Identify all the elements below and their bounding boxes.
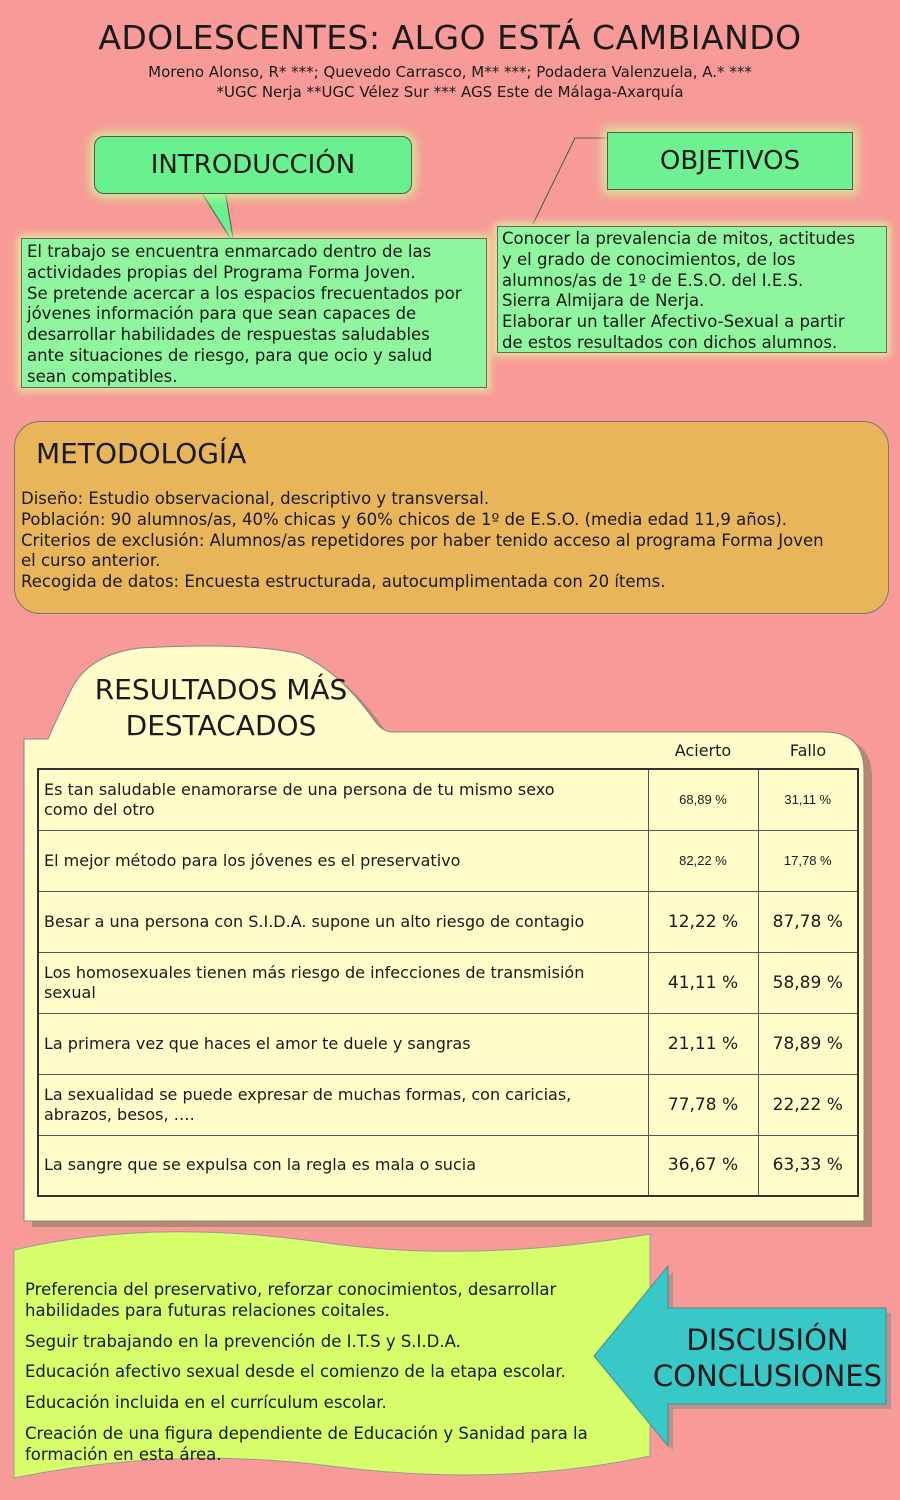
- results-table: [37, 768, 859, 1197]
- text-line: ante situaciones de riesgo, para que ocio y salud: [27, 345, 433, 365]
- text-line: Diseño: Estudio observacional, descriptivo y transversal.: [21, 489, 490, 508]
- acierto-cell: 12,22 %: [648, 891, 758, 952]
- text-line: alumnos/as de 1º de E.S.O. del I.E.S.: [502, 270, 804, 290]
- table-row: [38, 891, 858, 952]
- fallo-cell: 22,22 %: [758, 1074, 858, 1135]
- acierto-cell: 41,11 %: [648, 952, 758, 1013]
- table-row: [38, 769, 858, 830]
- metodologia-label: METODOLOGÍA: [36, 437, 247, 470]
- text-line: Se pretende acercar a los espacios frecuentados por: [27, 283, 462, 303]
- text-line: Elaborar un taller Afectivo-Sexual a partir: [502, 312, 845, 332]
- text-line: sean compatibles.: [27, 366, 178, 386]
- question-cell: Los homosexuales tienen más riesgo de infecciones de transmisión sexual: [38, 952, 648, 1013]
- text-line: y el grado de conocimientos, de los: [502, 249, 796, 269]
- objetivos-label: OBJETIVOS: [607, 132, 853, 190]
- question-cell: Besar a una persona con S.I.D.A. supone un alto riesgo de contagio: [38, 891, 648, 952]
- column-header-acierto: Acierto: [674, 741, 732, 760]
- metodologia-text: [21, 489, 886, 593]
- authors-line: Moreno Alonso, R* ***; Quevedo Carrasco, M** ***; Podadera Valenzuela, A.* ***: [148, 63, 752, 81]
- acierto-cell: 21,11 %: [648, 1013, 758, 1074]
- conclusion-item: Educación incluida en el currículum escolar.: [25, 1393, 387, 1413]
- column-header-fallo: Fallo: [789, 741, 827, 760]
- introduccion-label: INTRODUCCIÓN: [94, 136, 412, 194]
- fallo-cell: 17,78 %: [758, 830, 858, 891]
- acierto-cell: 77,78 %: [648, 1074, 758, 1135]
- text-line: actividades propias del Programa Forma Joven.: [27, 262, 416, 282]
- title-line: RESULTADOS MÁS: [94, 673, 348, 706]
- question-cell: El mejor método para los jóvenes es el preservativo: [38, 830, 648, 891]
- label-line: CONCLUSIONES: [652, 1359, 883, 1393]
- objetivos-text: [497, 226, 887, 353]
- conclusion-item: Creación de una figura dependiente de Educación y Sanidad para la formación en esta área.: [25, 1423, 588, 1464]
- text-line: Sierra Almijara de Nerja.: [502, 291, 705, 311]
- text-line: jóvenes información para que sean capaces de: [27, 304, 417, 324]
- table-row: [38, 1013, 858, 1074]
- table-row: [38, 830, 858, 891]
- fallo-cell: 63,33 %: [758, 1135, 858, 1196]
- intro-callout-tail: [200, 190, 234, 244]
- acierto-cell: 68,89 %: [648, 769, 758, 830]
- text-line: Recogida de datos: Encuesta estructurada, autocumplimentada con 20 ítems.: [21, 572, 666, 592]
- conclusion-item: Educación afectivo sexual desde el comienzo de la etapa escolar.: [25, 1362, 566, 1382]
- resultados-title: [66, 672, 376, 744]
- text-line: Conocer la prevalencia de mitos, actitudes: [502, 229, 856, 248]
- discusion-text: [25, 1280, 625, 1476]
- question-cell: La sangre que se expulsa con la regla es mala o sucia: [38, 1135, 648, 1196]
- fallo-cell: 31,11 %: [758, 769, 858, 830]
- table-row: [38, 952, 858, 1013]
- text-line: Población: 90 alumnos/as, 40% chicas y 60% chicos de 1º de E.S.O. (media edad 11,9 años).: [21, 509, 788, 529]
- acierto-cell: 36,67 %: [648, 1135, 758, 1196]
- label-line: DISCUSIÓN: [686, 1323, 849, 1357]
- question-cell: La primera vez que haces el amor te duele y sangras: [38, 1013, 648, 1074]
- text-line: El trabajo se encuentra enmarcado dentro de las: [27, 242, 432, 261]
- table-row: [38, 1074, 858, 1135]
- text-line: Criterios de exclusión: Alumnos/as repetidores por haber tenido acceso al programa Forma Joven: [21, 530, 824, 550]
- discusion-label: [640, 1322, 895, 1394]
- conclusion-item: Seguir trabajando en la prevención de I.T.S y S.I.D.A.: [25, 1331, 461, 1351]
- fallo-cell: 58,89 %: [758, 952, 858, 1013]
- introduccion-text: [21, 238, 487, 388]
- acierto-cell: 82,22 %: [648, 830, 758, 891]
- affiliations-line: *UGC Nerja **UGC Vélez Sur *** AGS Este de Málaga-Axarquía: [216, 83, 684, 101]
- text-line: de estos resultados con dichos alumnos.: [502, 332, 838, 352]
- conclusion-item: Preferencia del preservativo, reforzar conocimientos, desarrollar habilidades para futuras relaciones coitales.: [25, 1280, 557, 1320]
- question-cell: Es tan saludable enamorarse de una persona de tu mismo sexo como del otro: [38, 769, 648, 830]
- question-cell: La sexualidad se puede expresar de muchas formas, con caricias, abrazos, besos, ….: [38, 1074, 648, 1135]
- text-line: desarrollar habilidades de respuestas saludables: [27, 325, 430, 345]
- fallo-cell: 87,78 %: [758, 891, 858, 952]
- text-line: el curso anterior.: [21, 551, 161, 571]
- objetivos-connector-line: [533, 138, 607, 224]
- title-line: DESTACADOS: [125, 709, 317, 742]
- fallo-cell: 78,89 %: [758, 1013, 858, 1074]
- table-row: [38, 1135, 858, 1196]
- poster-title: ADOLESCENTES: ALGO ESTÁ CAMBIANDO: [98, 18, 802, 57]
